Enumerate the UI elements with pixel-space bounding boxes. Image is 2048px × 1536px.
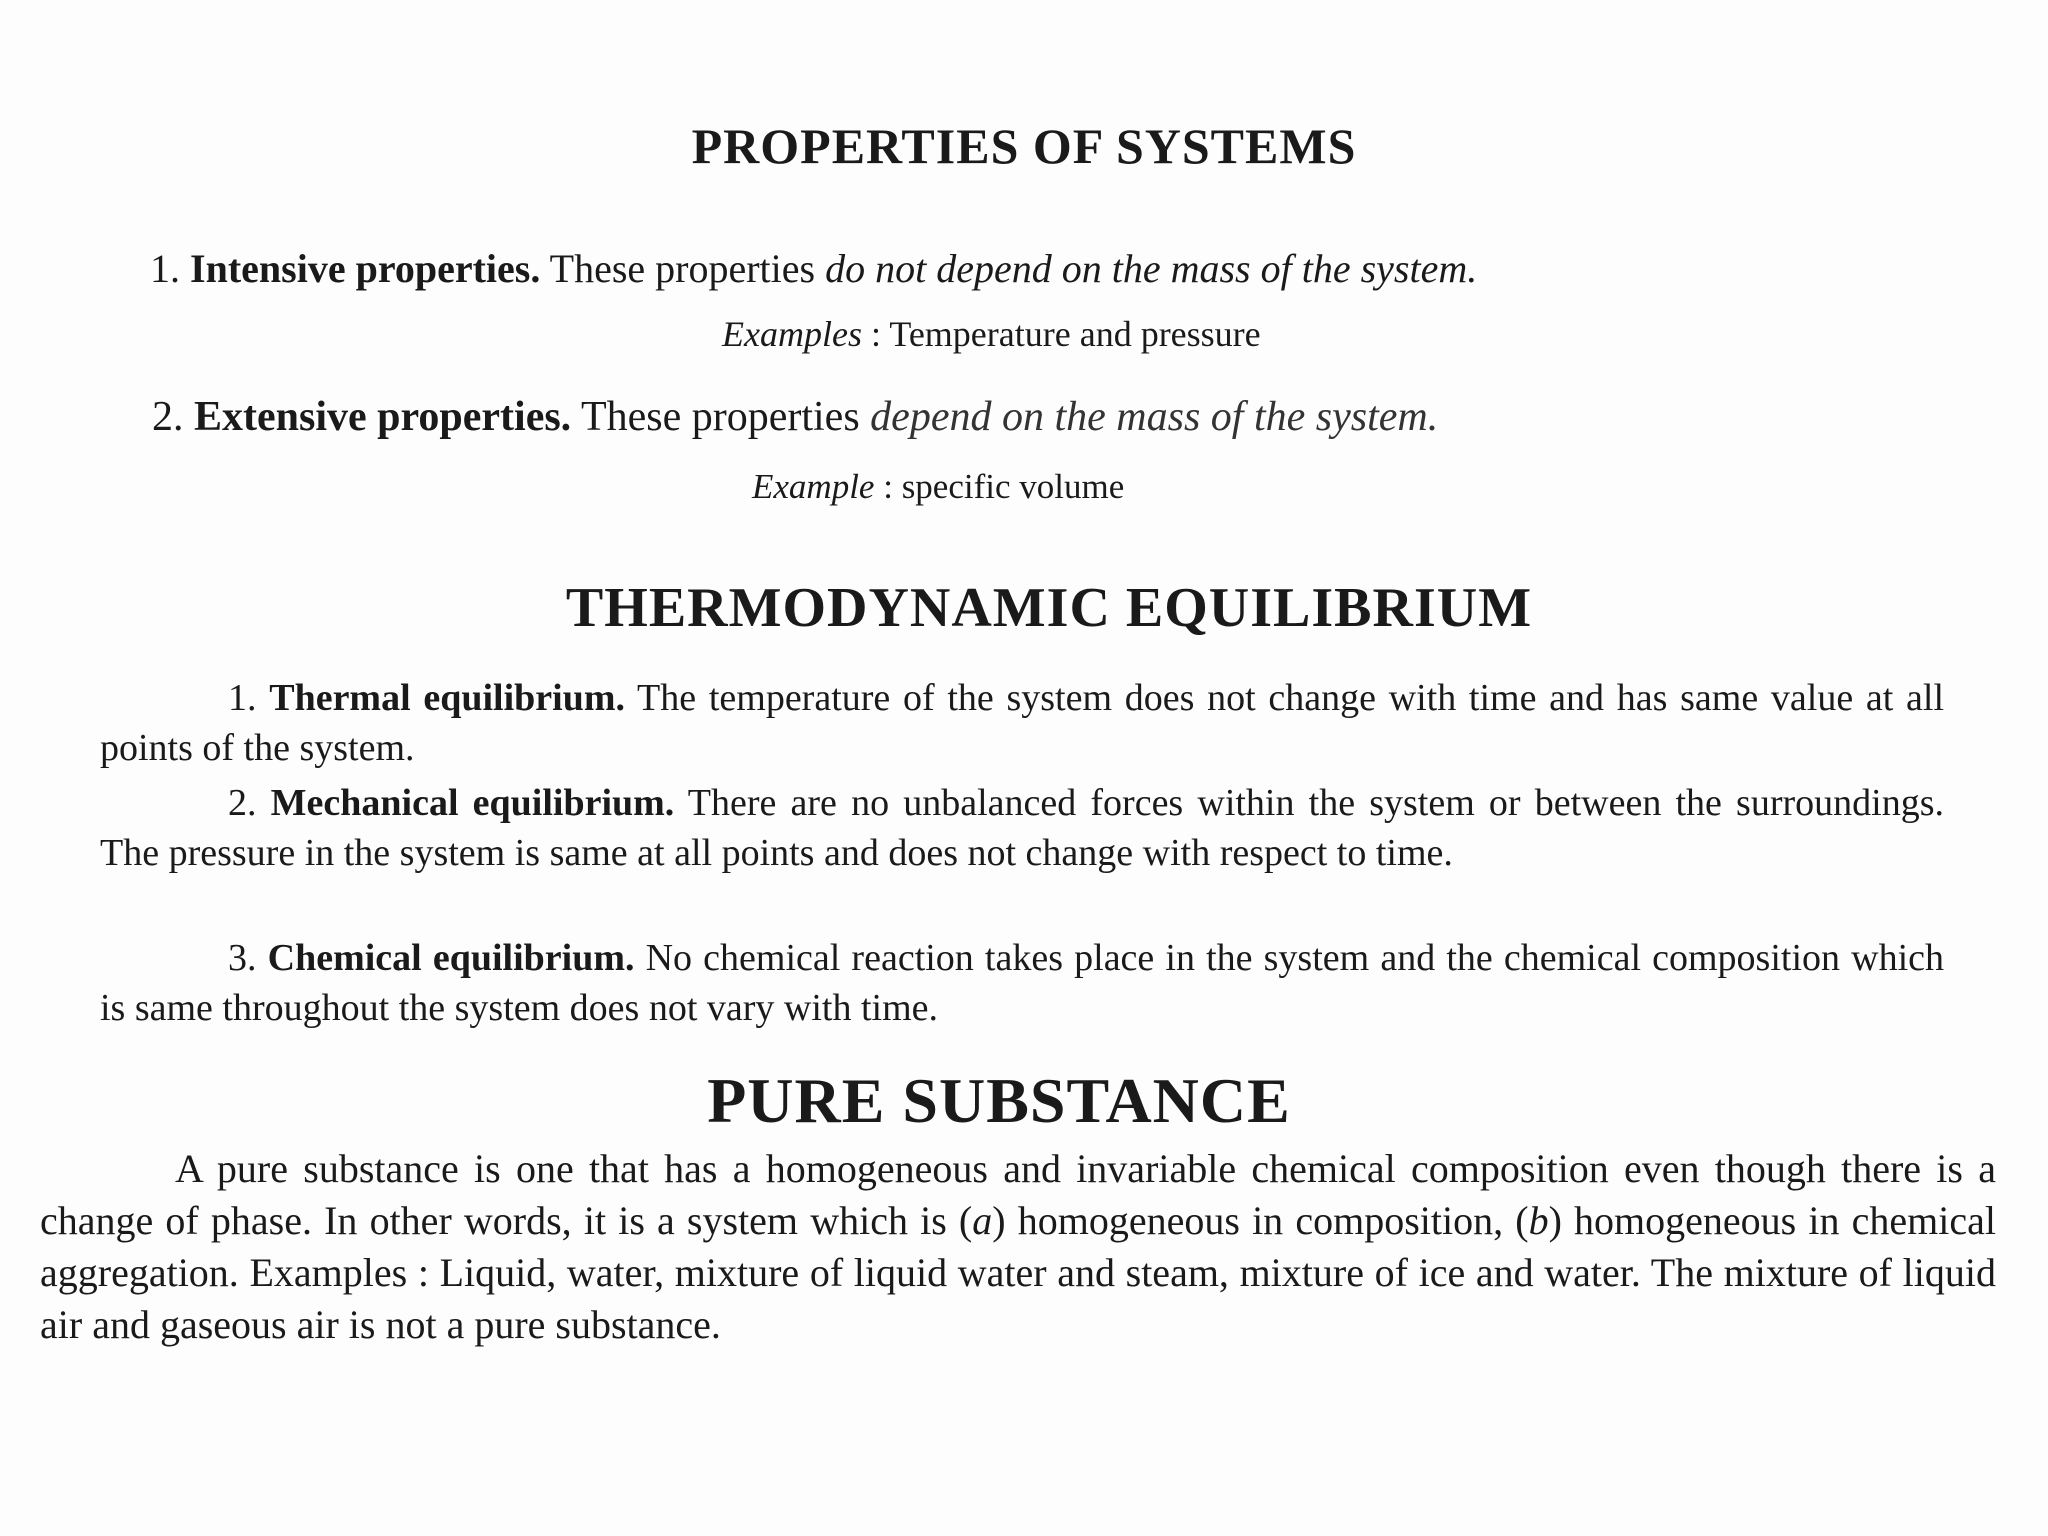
equilibrium-item-thermal <box>100 673 1944 773</box>
intensive-example <box>722 313 1261 355</box>
emphasis-text: do not depend on the mass of the system. <box>825 246 1478 291</box>
item-text: There are no unbalanced forces within the system or between the surroundings. The pressure in the system is same at all points and does not change with respect to time. <box>100 782 1944 874</box>
example-label: Example <box>752 467 875 506</box>
equilibrium-item-chemical <box>100 933 1944 1033</box>
item-number: 3. <box>228 937 257 979</box>
intensive-properties-line <box>150 245 1960 292</box>
pure-substance-paragraph <box>40 1143 1996 1351</box>
item-number: 1. <box>228 677 257 719</box>
example-value: specific volume <box>901 467 1125 506</box>
extensive-example <box>752 467 1124 507</box>
para-text-3: ) homogeneous in chemical aggregation. Examples : Liquid, water, mixture of liquid water and steam, mixture of ice and water. The mixture of liquid air and gaseous air is not a pure substance. <box>40 1198 1997 1347</box>
label-b: b <box>1528 1198 1549 1243</box>
term-extensive: Extensive properties. <box>194 394 572 440</box>
section-title-pure-substance: PURE SUBSTANCE <box>707 1065 1291 1136</box>
term-mechanical: Mechanical equilibrium. <box>270 782 675 824</box>
para-text-1: A pure substance is one that has a homogeneous and invariable chemical composition even though there is a change of phase. In other words, it is a system which is ( <box>40 1146 1996 1243</box>
emphasis-text: depend on the mass of the system. <box>870 394 1439 440</box>
equilibrium-item-mechanical <box>100 778 1944 878</box>
item-number: 2. <box>228 782 257 824</box>
section-title-properties: PROPERTIES OF SYSTEMS <box>691 118 1357 174</box>
extensive-properties-line <box>152 393 1438 441</box>
example-label: Examples <box>722 314 862 354</box>
example-sep: : <box>870 314 881 354</box>
label-a: a <box>972 1198 993 1243</box>
item-number: 1. <box>150 246 180 291</box>
lead-text: These properties <box>580 394 860 440</box>
term-thermal: Thermal equilibrium. <box>269 677 626 719</box>
para-text-2: ) homogeneous in composition, ( <box>992 1198 1529 1243</box>
lead-text: These properties <box>549 246 816 291</box>
term-chemical: Chemical equilibrium. <box>267 937 635 979</box>
item-text: The temperature of the system does not change with time and has same value at all points of the system. <box>100 677 1945 769</box>
section-title-equilibrium: THERMODYNAMIC EQUILIBRIUM <box>565 577 1533 639</box>
example-value: Temperature and pressure <box>889 314 1261 354</box>
item-text: No chemical reaction takes place in the system and the chemical composition which is same throughout the system does not vary with time. <box>100 937 1944 1029</box>
term-intensive: Intensive properties. <box>190 246 541 291</box>
example-sep: : <box>883 467 893 506</box>
item-number: 2. <box>152 394 184 440</box>
